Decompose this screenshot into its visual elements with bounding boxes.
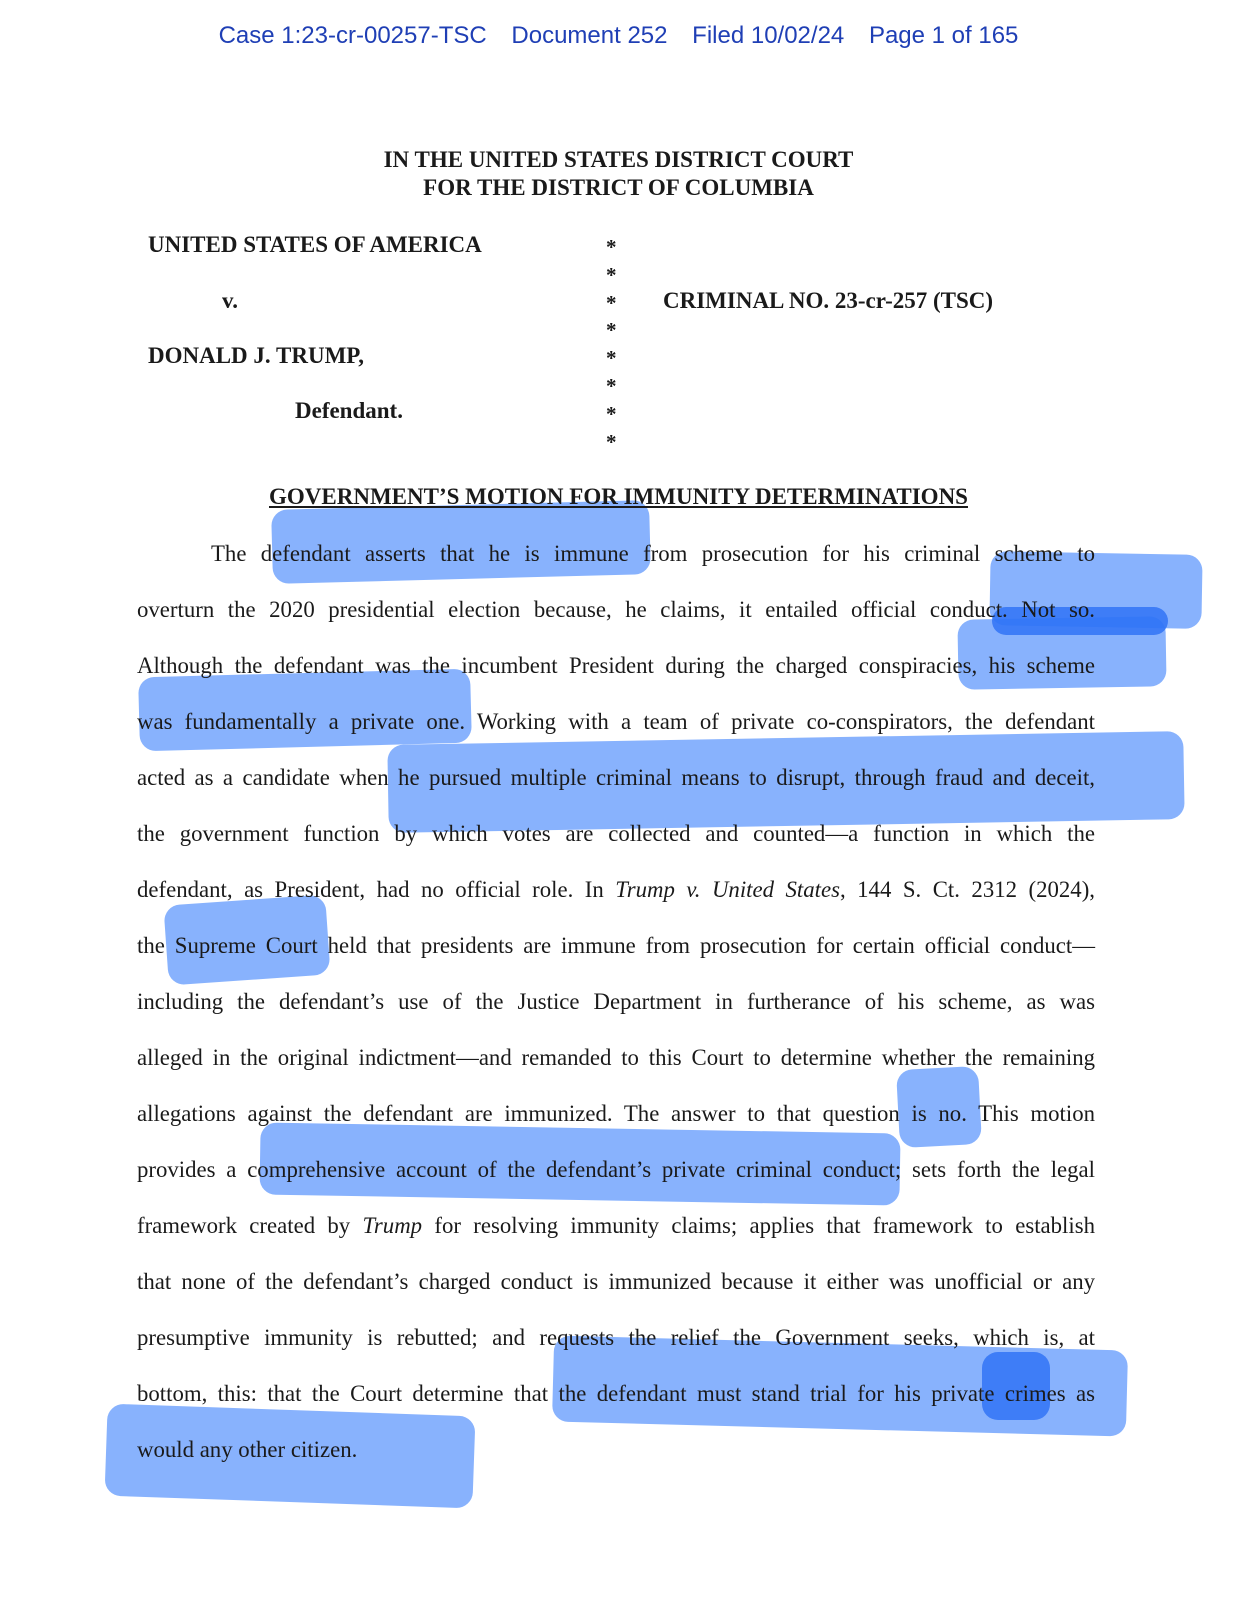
caption-star: * <box>606 401 617 426</box>
body-line: acted as a candidate when he pursued multiple criminal means to disrupt, through fraud and deceit, <box>137 765 1095 790</box>
body-line: The defendant asserts that he is immune from prosecution for his criminal scheme to <box>211 541 1095 566</box>
caption-star: * <box>606 290 617 315</box>
court-district: FOR THE DISTRICT OF COLUMBIA <box>423 175 814 200</box>
plaintiff-name: UNITED STATES OF AMERICA <box>148 232 482 257</box>
body-line: Although the defendant was the incumbent President during the charged conspiracies, his scheme <box>137 653 1095 678</box>
caption-star: * <box>606 262 617 287</box>
case-number-stamp: Case 1:23-cr-00257-TSC <box>218 22 487 49</box>
body-line: presumptive immunity is rebutted; and requests the relief the Government seeks, which is, at <box>137 1325 1095 1350</box>
filed-date-stamp: Filed 10/02/24 <box>692 22 845 49</box>
body-line: overturn the 2020 presidential election because, he claims, it entailed official conduct. Not so. <box>137 597 1095 622</box>
criminal-case-number: CRIMINAL NO. 23-cr-257 (TSC) <box>663 288 994 313</box>
body-line: including the defendant’s use of the Justice Department in furtherance of his scheme, as was <box>137 989 1095 1014</box>
body-line: bottom, this: that the Court determine that the defendant must stand trial for his private crimes as <box>137 1381 1095 1406</box>
body-line-text: framework created by <box>137 1213 363 1238</box>
body-line: provides a comprehensive account of the defendant’s private criminal conduct; sets forth the legal <box>137 1157 1095 1182</box>
caption-star: * <box>606 346 617 371</box>
versus-label: v. <box>222 288 238 313</box>
body-line-text: for resolving immunity claims; applies that framework to establish <box>422 1213 1095 1238</box>
page-count-stamp: Page 1 of 165 <box>868 22 1019 49</box>
caption-star-column <box>606 234 626 456</box>
case-citation-italic: Trump v. United States <box>615 877 840 902</box>
body-line: allegations against the defendant are immunized. The answer to that question is no. This motion <box>137 1101 1095 1126</box>
motion-title: GOVERNMENT’S MOTION FOR IMMUNITY DETERMINATIONS <box>269 484 968 509</box>
document-number-stamp: Document 252 <box>511 22 668 49</box>
body-line: that none of the defendant’s charged conduct is immunized because it either was unofficial or any <box>137 1269 1095 1294</box>
caption-star: * <box>606 235 617 259</box>
body-line: the government function by which votes are collected and counted—a function in which the <box>137 821 1095 846</box>
court-heading <box>0 146 1237 202</box>
body-line <box>137 876 1095 904</box>
body-line: was fundamentally a private one. Working with a team of private co-conspirators, the defendant <box>137 709 1095 734</box>
body-line-text: defendant, as President, had no official role. In <box>137 877 616 902</box>
caption-star: * <box>606 429 617 454</box>
filing-stamp <box>0 22 1237 50</box>
caption-star: * <box>606 318 617 343</box>
case-citation-italic: Trump <box>362 1213 423 1238</box>
body-line: the Supreme Court held that presidents are immune from prosecution for certain official conduct— <box>137 933 1095 958</box>
defendant-name: DONALD J. TRUMP, <box>148 343 364 368</box>
defendant-role: Defendant. <box>295 398 403 423</box>
caption-star: * <box>606 373 617 398</box>
body-line: would any other citizen. <box>137 1437 358 1462</box>
body-line <box>137 1212 1095 1240</box>
court-name: IN THE UNITED STATES DISTRICT COURT <box>383 147 854 172</box>
body-line: alleged in the original indictment—and remanded to this Court to determine whether the remaining <box>137 1045 1095 1070</box>
body-line-text: , 144 S. Ct. 2312 (2024), <box>839 877 1095 902</box>
